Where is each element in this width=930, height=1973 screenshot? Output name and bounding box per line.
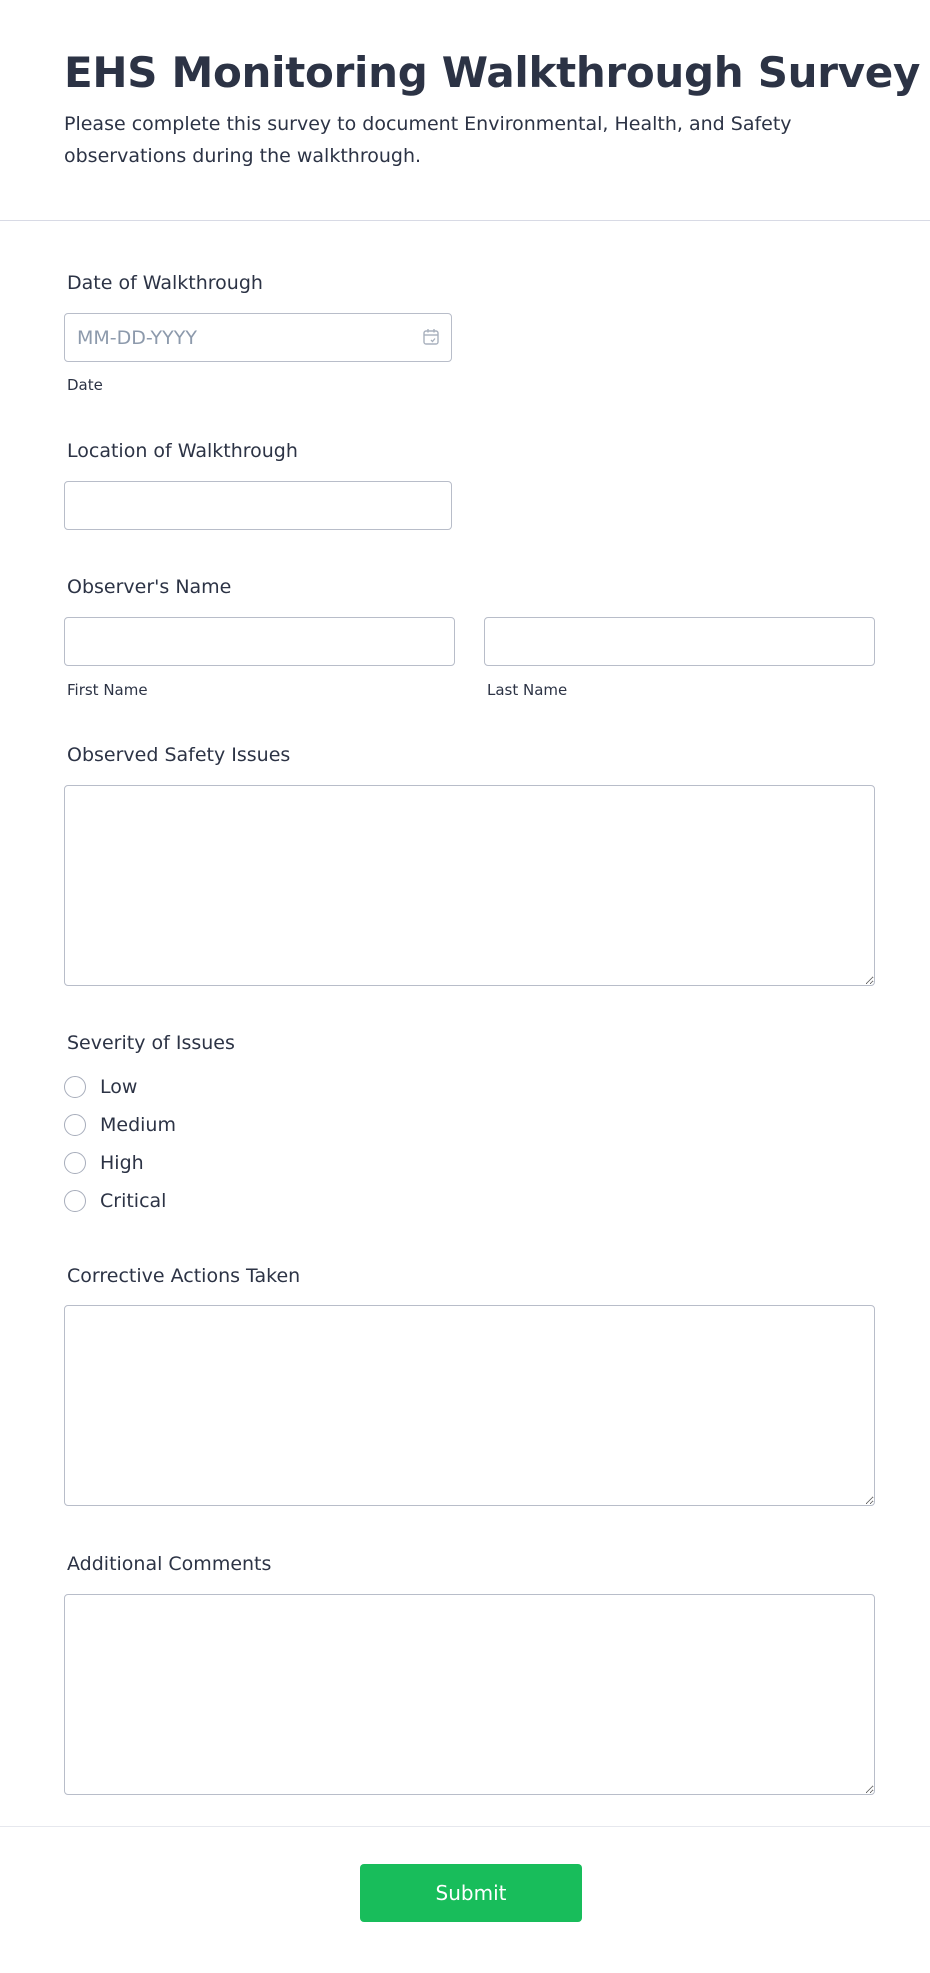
last-name-sublabel: Last Name: [487, 681, 568, 699]
date-input[interactable]: [64, 313, 452, 362]
radio-button[interactable]: [64, 1114, 86, 1136]
calendar-icon[interactable]: [422, 328, 440, 346]
safety-issues-textarea[interactable]: [64, 785, 875, 986]
radio-label[interactable]: Medium: [100, 1114, 176, 1136]
first-name-input[interactable]: [64, 617, 455, 666]
submit-button[interactable]: Submit: [360, 1864, 582, 1922]
observer-name-label: Observer's Name: [67, 576, 232, 598]
first-name-sublabel: First Name: [67, 681, 148, 699]
date-field: [64, 313, 452, 362]
radio-button[interactable]: [64, 1190, 86, 1212]
location-input[interactable]: [64, 481, 452, 530]
last-name-input[interactable]: [484, 617, 875, 666]
date-sublabel: Date: [67, 376, 103, 394]
footer-divider: [0, 1826, 930, 1827]
radio-label[interactable]: High: [100, 1152, 144, 1174]
safety-issues-label: Observed Safety Issues: [67, 744, 291, 766]
corrective-actions-label: Corrective Actions Taken: [67, 1265, 301, 1287]
additional-comments-label: Additional Comments: [67, 1553, 272, 1575]
severity-option-medium[interactable]: [64, 1111, 176, 1139]
severity-option-high[interactable]: [64, 1149, 144, 1177]
radio-label[interactable]: Critical: [100, 1190, 167, 1212]
page-subtitle: Please complete this survey to document Environmental, Health, and Safety observations during the walkthrough.: [64, 113, 792, 167]
page-title: EHS Monitoring Walkthrough Survey: [64, 48, 921, 97]
severity-option-low[interactable]: [64, 1073, 137, 1101]
corrective-actions-textarea[interactable]: [64, 1305, 875, 1506]
severity-label: Severity of Issues: [67, 1032, 235, 1054]
form-header: [0, 0, 930, 221]
additional-comments-textarea[interactable]: [64, 1594, 875, 1795]
radio-button[interactable]: [64, 1152, 86, 1174]
radio-button[interactable]: [64, 1076, 86, 1098]
date-label: Date of Walkthrough: [67, 272, 263, 294]
radio-label[interactable]: Low: [100, 1076, 138, 1098]
severity-option-critical[interactable]: [64, 1187, 166, 1215]
location-label: Location of Walkthrough: [67, 440, 298, 462]
